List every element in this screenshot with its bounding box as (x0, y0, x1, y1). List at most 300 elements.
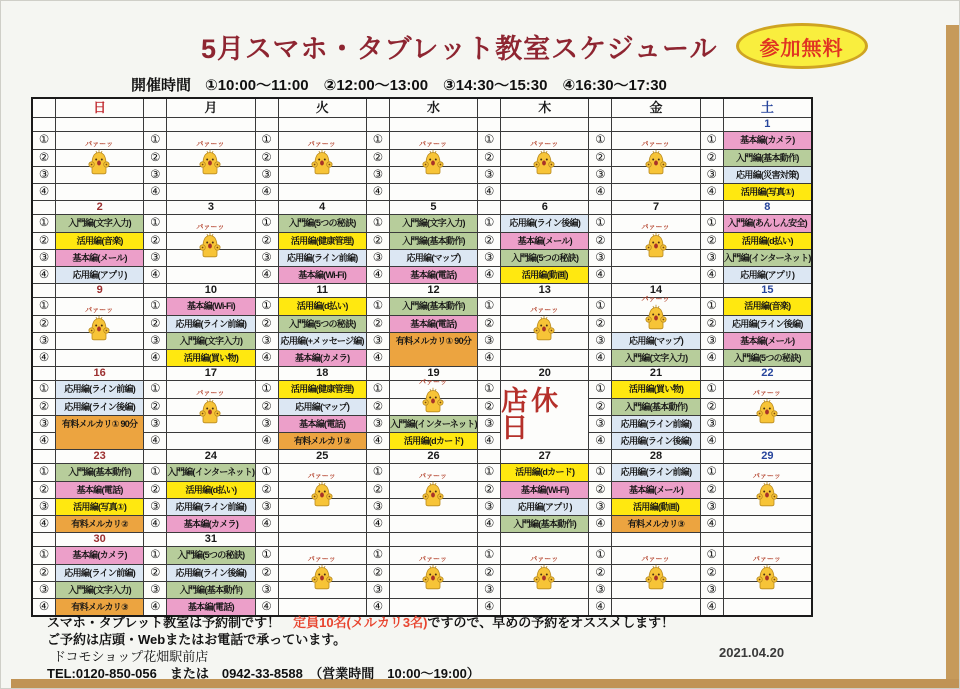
class-slot (723, 464, 811, 481)
class-slot (166, 381, 254, 398)
class-slot: 基本編(カメラ) (166, 515, 254, 532)
slot-number: ④ (701, 183, 723, 200)
date-number: 1 (723, 118, 811, 131)
slot-grid (367, 132, 477, 200)
slot-grid (367, 381, 477, 449)
date-row (144, 117, 254, 132)
slot-grid (33, 547, 143, 615)
date-row (33, 283, 143, 298)
slot-number: ③ (589, 581, 611, 598)
class-slot (278, 464, 366, 481)
day-header-cell (366, 99, 477, 117)
class-slot: 有料メルカリ② (278, 432, 366, 449)
slot-number: ④ (256, 432, 278, 449)
date-number: 2 (55, 201, 143, 214)
slot-grid (701, 132, 811, 200)
class-slot (166, 432, 254, 449)
class-slot (389, 132, 477, 149)
class-slot (611, 132, 699, 149)
day-cell (700, 283, 811, 366)
class-slot (166, 415, 254, 432)
slot-grid (144, 298, 254, 366)
slot-number: ③ (33, 498, 55, 515)
day-header-label: 月 (166, 99, 254, 117)
class-slot (389, 515, 477, 532)
calendar-body (33, 117, 811, 615)
class-slot (611, 149, 699, 166)
mascot-exclaim: パァーッ (307, 141, 336, 148)
slot-number: ③ (144, 415, 166, 432)
class-slot (500, 166, 588, 183)
slot-number: ④ (256, 266, 278, 283)
slot-number: ① (261, 217, 272, 229)
date-number (611, 118, 699, 131)
class-slot (278, 132, 366, 149)
mascot-exclaim: パァーッ (752, 473, 781, 480)
class-slot (166, 249, 254, 266)
date-row (701, 449, 811, 464)
class-slot (389, 564, 477, 581)
slot-number: ④ (701, 432, 723, 449)
mascot-exclaim: パァーッ (85, 307, 114, 314)
scan-edge-right (946, 25, 959, 688)
slot-number: ④ (33, 598, 55, 615)
tel-line: TEL:0120-850-056 または 0942-33-8588 （営業時間 10:00～19:00） (47, 665, 480, 681)
class-slot: 入門編(インターネット) (723, 249, 811, 266)
class-slot (611, 581, 699, 598)
class-slot: 活用編(dカード) (389, 432, 477, 449)
date-row (478, 449, 588, 464)
class-slot (723, 581, 811, 598)
slot-number: ③ (478, 415, 500, 432)
mascot-exclaim: パァーッ (307, 473, 336, 480)
class-slot: 活用編(買い物) (611, 381, 699, 398)
footer-note-1-pre: スマホ・タブレット教室は予約制です！ (47, 615, 294, 630)
day-header-cell (477, 99, 588, 117)
day-cell (143, 532, 254, 615)
day-header-row (33, 99, 811, 117)
slot-grid (589, 464, 699, 532)
slot-grid (367, 464, 477, 532)
footer-note-1-capacity: 定員10名(メルカリ3名) (293, 615, 428, 630)
free-badge: 参加無料 (736, 23, 868, 69)
slot-number: ② (256, 481, 278, 498)
class-slot (55, 332, 143, 349)
day-cell (366, 449, 477, 532)
class-slot (723, 415, 811, 432)
slot-number: ① (706, 383, 717, 395)
slot-number: ① (150, 300, 161, 312)
slot-number: ③ (367, 249, 389, 266)
slot-number: ② (589, 149, 611, 166)
class-slot: 応用編(ライン前編) (166, 498, 254, 515)
class-slot (166, 183, 254, 200)
class-slot: 有料メルカリ① 90分 (389, 332, 477, 366)
slot-number: ② (144, 564, 166, 581)
day-header-cell (33, 99, 143, 117)
slot-grid (33, 464, 143, 532)
mascot-exclaim: パァーッ (641, 141, 670, 148)
slot-number: ② (478, 149, 500, 166)
date-row (701, 117, 811, 132)
class-slot: 応用編(+メッセージ編) (278, 332, 366, 349)
class-slot: 入門編(インターネット) (166, 464, 254, 481)
slot-number: ① (150, 134, 161, 146)
date-row (589, 117, 699, 132)
date-row (256, 200, 366, 215)
slot-number: ④ (478, 515, 500, 532)
slot-number: ④ (701, 515, 723, 532)
slot-grid (256, 298, 366, 366)
slot-number: ③ (144, 581, 166, 598)
slot-grid (144, 464, 254, 532)
class-slot: 基本編(カメラ) (278, 349, 366, 366)
slot-number: ③ (256, 415, 278, 432)
class-slot: 基本編(電話) (55, 481, 143, 498)
class-slot: 応用編(ライン後編) (611, 432, 699, 449)
date-number: 31 (166, 533, 254, 546)
slot-number: ④ (478, 598, 500, 615)
class-slot: 基本編(Wi-Fi) (500, 481, 588, 498)
slot-number: ③ (589, 415, 611, 432)
slot-number: ② (589, 398, 611, 415)
slot-number: ② (144, 481, 166, 498)
slot-grid (701, 547, 811, 615)
class-slot (278, 149, 366, 166)
mascot-exclaim: パァーッ (418, 141, 447, 148)
slot-number: ④ (144, 183, 166, 200)
day-cell (255, 283, 366, 366)
class-slot (611, 249, 699, 266)
slot-number: ③ (478, 332, 500, 349)
date-number: 22 (723, 367, 811, 380)
date-row (256, 117, 366, 132)
date-number: 28 (611, 450, 699, 463)
class-slot: 基本編(メール) (611, 481, 699, 498)
date-row (367, 200, 477, 215)
class-slot (500, 315, 588, 332)
day-cell (143, 200, 254, 283)
class-slot: 応用編(ライン前編) (611, 464, 699, 481)
date-number: 8 (723, 201, 811, 214)
slot-number: ④ (367, 266, 389, 283)
mascot-exclaim: パァーッ (196, 390, 225, 397)
slot-number: ① (372, 383, 383, 395)
mascot-exclaim: パァーッ (752, 556, 781, 563)
slot-number: ③ (589, 332, 611, 349)
class-slot: 入門編(文字入力) (611, 349, 699, 366)
class-slot (611, 547, 699, 564)
class-slot (166, 166, 254, 183)
class-slot: 応用編(ライン後編) (723, 315, 811, 332)
slot-number: ② (589, 232, 611, 249)
slot-grid (701, 381, 811, 449)
class-slot (723, 564, 811, 581)
slot-number: ③ (256, 332, 278, 349)
slot-grid (701, 298, 811, 366)
slot-number: ③ (478, 249, 500, 266)
date-number: 7 (611, 201, 699, 214)
class-slot (278, 547, 366, 564)
date-row (144, 449, 254, 464)
date-number (166, 118, 254, 131)
date-number: 14 (611, 284, 699, 297)
class-slot (723, 381, 811, 398)
slot-number: ① (150, 466, 161, 478)
class-slot: 活用編(音楽) (723, 298, 811, 315)
date-number: 16 (55, 367, 143, 380)
class-slot (55, 315, 143, 332)
day-cell (700, 532, 811, 615)
slot-number: ② (478, 315, 500, 332)
date-row (589, 200, 699, 215)
class-slot: 応用編(アプリ) (55, 266, 143, 283)
slot-grid (478, 547, 588, 615)
date-number: 11 (278, 284, 366, 297)
date-number: 10 (166, 284, 254, 297)
slot-number: ② (701, 149, 723, 166)
date-number: 13 (500, 284, 588, 297)
slot-number: ① (38, 466, 50, 478)
mascot-exclaim: パァーッ (530, 141, 559, 148)
slot-number: ① (595, 549, 606, 561)
mascot-exclaim: パァーッ (641, 224, 670, 231)
class-slot: 入門編(インターネット) (389, 415, 477, 432)
class-slot (611, 166, 699, 183)
class-slot (55, 149, 143, 166)
schedule-times-values: ①10:00～11:00 ②12:00～13:00 ③14:30～15:30 ④16:30～17:30 (205, 77, 667, 94)
slot-number: ② (144, 232, 166, 249)
day-header-cell (255, 99, 366, 117)
date-number (723, 533, 811, 546)
slot-number: ① (706, 466, 717, 478)
class-slot (723, 432, 811, 449)
mascot-exclaim: パァーッ (641, 556, 670, 563)
slot-number: ② (33, 315, 55, 332)
slot-number: ① (706, 217, 717, 229)
slot-number: ④ (33, 349, 55, 366)
day-cell (366, 117, 477, 200)
slot-number: ② (701, 398, 723, 415)
date-row (367, 283, 477, 298)
slot-number: ② (33, 398, 55, 415)
class-slot: 基本編(電話) (389, 266, 477, 283)
slot-grid (33, 215, 143, 283)
date-row (33, 532, 143, 547)
class-slot: 入門編(基本動作) (500, 515, 588, 532)
class-slot (500, 298, 588, 315)
slot-number: ① (372, 549, 383, 561)
class-slot (278, 498, 366, 515)
day-cell (477, 200, 588, 283)
day-header-cell (143, 99, 254, 117)
date-row (33, 366, 143, 381)
class-slot (500, 332, 588, 349)
schedule-times-label: 開催時間 (131, 77, 192, 94)
day-cell (143, 283, 254, 366)
class-slot: 基本編(電話) (166, 598, 254, 615)
class-slot (611, 598, 699, 615)
slot-number: ② (701, 564, 723, 581)
day-cell (255, 449, 366, 532)
slot-number: ② (256, 149, 278, 166)
date-row (701, 200, 811, 215)
slot-number: ② (367, 481, 389, 498)
class-slot: 応用編(ライン後編) (166, 564, 254, 581)
class-slot: 活用編(動画) (500, 266, 588, 283)
class-slot: 活用編(d払い) (723, 232, 811, 249)
class-slot: 応用編(マップ) (611, 332, 699, 349)
slot-number: ① (150, 217, 161, 229)
date-number (500, 118, 588, 131)
class-slot (55, 298, 143, 315)
class-slot (389, 598, 477, 615)
day-cell (477, 283, 588, 366)
day-cell (588, 283, 699, 366)
day-cell (143, 449, 254, 532)
slot-number: ② (256, 232, 278, 249)
date-row (144, 366, 254, 381)
slot-grid (256, 547, 366, 615)
slot-number: ③ (367, 498, 389, 515)
date-number: 12 (389, 284, 477, 297)
class-slot (500, 149, 588, 166)
slot-number: ② (367, 564, 389, 581)
slot-grid (478, 132, 588, 200)
class-slot (389, 381, 477, 398)
date-number (389, 533, 477, 546)
slot-number: ② (701, 481, 723, 498)
class-slot (278, 515, 366, 532)
date-row (589, 532, 699, 547)
slot-number: ② (478, 398, 500, 415)
slot-number: ② (367, 149, 389, 166)
slot-number: ③ (701, 249, 723, 266)
class-slot (55, 183, 143, 200)
class-slot: 基本編(メール) (500, 232, 588, 249)
mascot-exclaim: パァーッ (418, 379, 447, 386)
slot-number: ④ (589, 266, 611, 283)
slot-number: ③ (701, 498, 723, 515)
day-header-label: 火 (278, 99, 366, 117)
slot-number: ② (256, 398, 278, 415)
slot-number: ① (150, 549, 161, 561)
class-slot: 基本編(電話) (278, 415, 366, 432)
class-slot: 応用編(ライン前編) (278, 249, 366, 266)
slot-number: ④ (144, 266, 166, 283)
class-slot: 基本編(メール) (55, 249, 143, 266)
slot-number: ③ (144, 498, 166, 515)
date-number: 20 (500, 367, 588, 380)
class-slot (500, 598, 588, 615)
slot-grid (589, 215, 699, 283)
class-slot (723, 481, 811, 498)
slot-grid (144, 547, 254, 615)
class-slot: 基本編(メール) (723, 332, 811, 349)
day-header-label: 土 (723, 99, 811, 117)
class-slot (611, 298, 699, 315)
class-slot: 入門編(5つの秘訣) (723, 349, 811, 366)
class-slot: 活用編(買い物) (166, 349, 254, 366)
slot-number: ③ (33, 415, 55, 432)
date-number (500, 533, 588, 546)
class-slot: 活用編(dカード) (500, 464, 588, 481)
date-number: 19 (389, 367, 477, 380)
class-slot: 入門編(文字入力) (389, 215, 477, 232)
slot-number: ③ (701, 332, 723, 349)
date-row (478, 117, 588, 132)
class-slot: 入門編(5つの秘訣) (500, 249, 588, 266)
slot-number: ① (706, 134, 717, 146)
day-cell (255, 366, 366, 449)
slot-number: ② (33, 564, 55, 581)
date-row (144, 532, 254, 547)
slot-number: ② (589, 481, 611, 498)
slot-number: ④ (144, 515, 166, 532)
slot-number: ① (372, 217, 383, 229)
day-cell (366, 283, 477, 366)
slot-grid (33, 298, 143, 366)
slot-number: ④ (589, 432, 611, 449)
footer-note-1-post: ですので、早めの予約をオススメします！ (427, 615, 675, 630)
day-cell (33, 283, 143, 366)
day-cell (588, 200, 699, 283)
slot-number: ④ (478, 349, 500, 366)
slot-number: ② (33, 232, 55, 249)
slot-grid (589, 298, 699, 366)
slot-grid (256, 132, 366, 200)
week-row (33, 283, 811, 366)
slot-number: ④ (367, 432, 389, 449)
class-slot: 入門編(あんしん安全) (723, 215, 811, 232)
week-row (33, 117, 811, 200)
slot-number: ④ (256, 515, 278, 532)
date-row (256, 283, 366, 298)
day-cell (33, 366, 143, 449)
slot-number: ④ (144, 432, 166, 449)
slot-number: ③ (144, 166, 166, 183)
slot-number: ② (144, 398, 166, 415)
slot-number: ① (595, 217, 606, 229)
slot-number: ① (483, 549, 495, 561)
slot-number: ③ (701, 166, 723, 183)
mascot-exclaim: パァーッ (85, 141, 114, 148)
slot-number: ③ (33, 332, 55, 349)
slot-number: ③ (701, 581, 723, 598)
class-slot (389, 183, 477, 200)
class-slot: 活用編(健康管理) (278, 381, 366, 398)
slot-number: ① (595, 300, 606, 312)
class-slot (389, 581, 477, 598)
slot-number: ④ (589, 515, 611, 532)
slot-number: ④ (33, 515, 55, 532)
slot-number: ② (701, 315, 723, 332)
class-slot: 有料メルカリ② (55, 515, 143, 532)
slot-grid (589, 547, 699, 615)
slot-grid (701, 464, 811, 532)
date-number: 15 (723, 284, 811, 297)
date-number: 24 (166, 450, 254, 463)
slot-number: ③ (256, 581, 278, 598)
class-slot (723, 598, 811, 615)
date-row (367, 449, 477, 464)
date-number: 5 (389, 201, 477, 214)
date-number: 18 (278, 367, 366, 380)
day-cell (588, 117, 699, 200)
page-title: 5月スマホ・タブレット教室スケジュール (201, 33, 718, 64)
slot-number: ④ (701, 349, 723, 366)
class-slot (55, 166, 143, 183)
